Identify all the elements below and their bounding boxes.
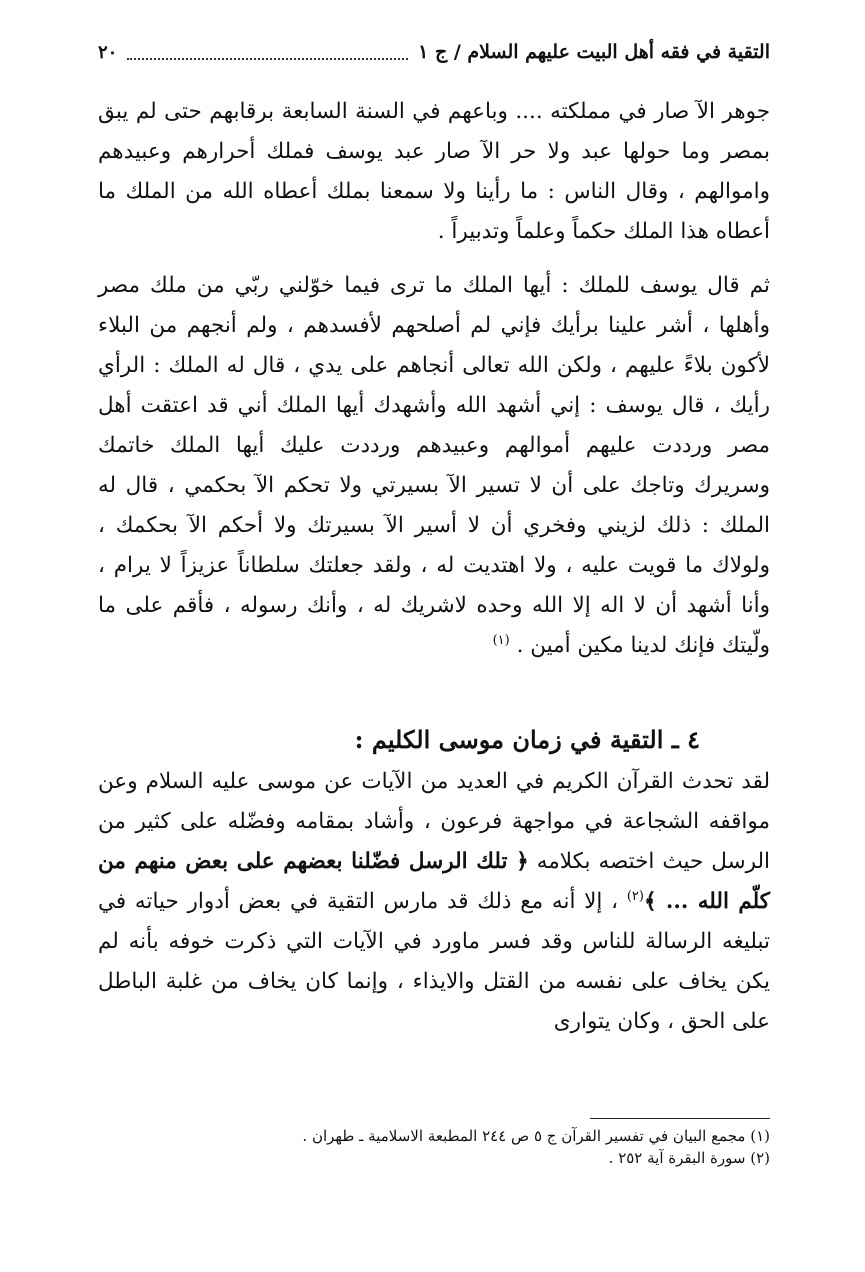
page-number: ٢٠ xyxy=(98,41,118,63)
paragraph-2 xyxy=(98,266,770,666)
running-header xyxy=(98,32,770,72)
paragraph-3-text-b: ، إلا أنه مع ذلك قد مارس التقية في بعض أدوار حياته في تبليغه الرسالة للناس وقد فسر ماورد في الآيات التي ذكرت خوفه بأنه لم يكن يخاف على نفسه من القتل والايذاء ، وإنما كان يخاف من غلبة الباطل على الحق ، وكان يتوارى xyxy=(98,889,770,1034)
quran-verse: ﴿ تلك الرسل فضّلنا بعضهم على بعض منهم من كلّم الله ... ﴾ xyxy=(98,849,770,914)
paragraph-3-text-a: لقد تحدث القرآن الكريم في العديد من الآيات عن موسى عليه السلام وعن مواقفه الشجاعة في مواجهة فرعون ، وأشاد بمقامه وفضّله على كثير من الرسل حيث اختصه بكلامه xyxy=(98,769,770,874)
section-heading: ٤ ـ التقية في زمان موسى الكليم : xyxy=(354,725,700,754)
paragraph-2-text: ثم قال يوسف للملك : أيها الملك ما ترى فيما خوّلني ربّي من ملك مصر وأهلها ، أشر علينا برأيك فإني لم أصلحهم لأفسدهم ، ولم أنجهم من البلاء لأكون بلاءً عليهم ، ولكن الله تعالى أنجاهم على يدي ، قال له الملك : الرأي رأيك ، قال يوسف : إني أشهد الله وأشهدك أيها الملك أني قد اعتقت أهل مصر ورددت عليهم أموالهم وعبيدهم ورددت عليك أيها الملك خاتمك وسريرك وتاجك على أن لا تسير الآ بسيرتي ولا تحكم الآ بحكمي ، قال له الملك : ذلك لزيني وفخري أن لا أسير الآ بسيرتك ولا أحكم الآ بحكمك ، ولولاك ما قويت عليه ، ولا اهتديت له ، ولقد جعلتك سلطاناً عزيزاً لا يرام ، وأنا أشهد أن لا اله إلا الله وحده لاشريك له ، وأنك رسوله ، فأقم على ما ولّيتك فإنك لدينا مكين أمين . xyxy=(98,273,770,658)
header-title: التقية في فقه أهل البيت عليهم السلام / ج ١ xyxy=(418,41,770,63)
paragraph-1: جوهر الآ صار في مملكته .... وباعهم في السنة السابعة برقابهم حتى لم يبق بمصر وما حولها عبد ولا حر الآ صار عبد يوسف فملك أحرارهم وعبيدهم واموالهم ، وقال الناس : ما رأينا ولا سمعنا بملك أعطاه الله من الملك ما أعطاه هذا الملك حكماً وعلماً وتدبيراً . xyxy=(98,99,770,244)
footnotes xyxy=(98,1125,770,1169)
footnote-ref-2: (٢) xyxy=(626,888,644,904)
header-dot-leader xyxy=(127,44,408,60)
footnote-ref-1: (١) xyxy=(492,632,510,648)
footnote-2: (٢) سورة البقرة آية ٢٥٢ . xyxy=(608,1149,770,1167)
paragraph-3 xyxy=(98,762,770,1042)
footnote-divider xyxy=(590,1118,770,1119)
body-text xyxy=(98,92,770,1042)
footnote-1: (١) مجمع البيان في تفسير القرآن ج ٥ ص ٢٤٤ المطبعة الاسلامية ـ طهران . xyxy=(302,1127,770,1145)
